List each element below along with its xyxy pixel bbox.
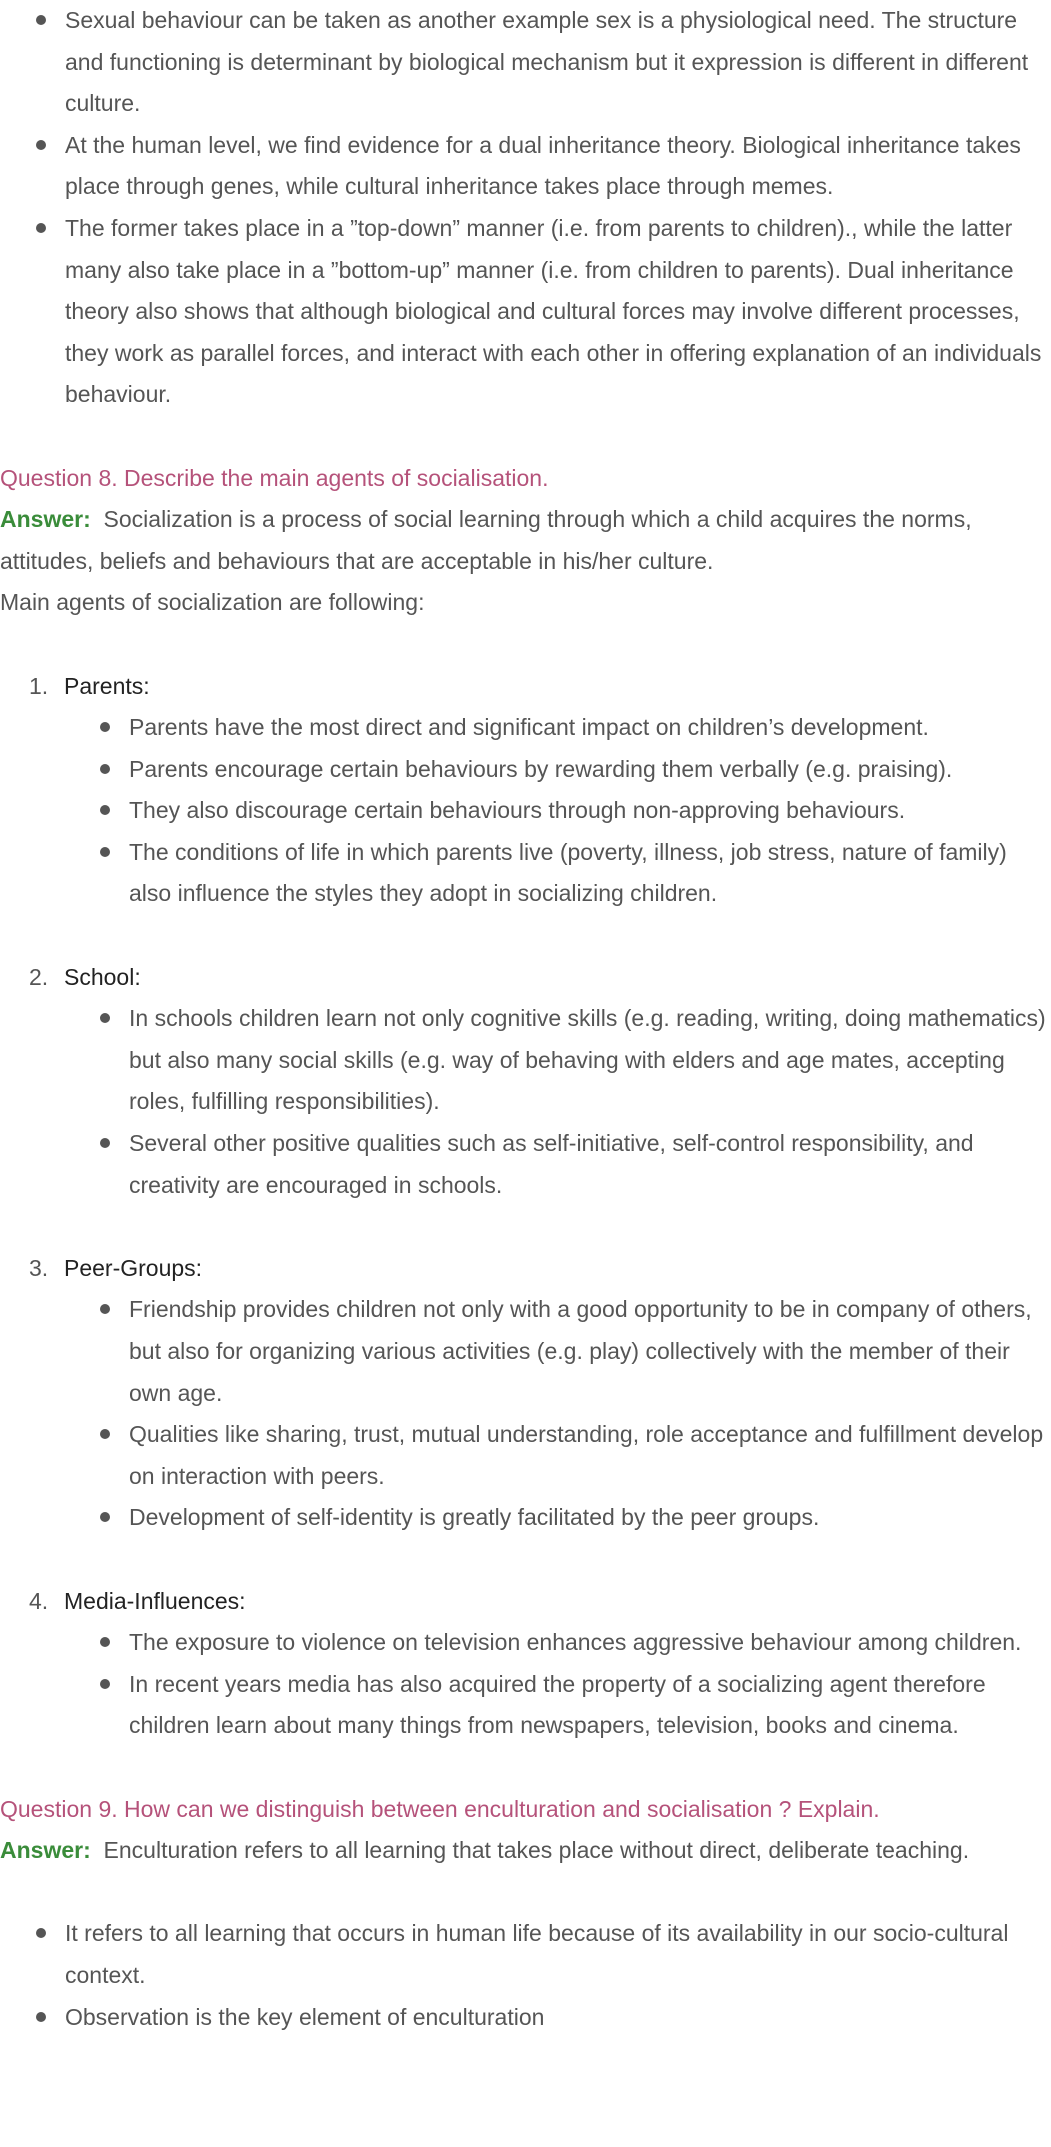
list-item: The exposure to violence on television enhances aggressive behaviour among children. [0,1622,1051,1664]
spacer [0,1539,1051,1581]
agent-heading [0,1248,1051,1290]
agent-points [0,1622,1051,1747]
agent-number: 2. [29,963,49,990]
agent-number: 1. [29,672,49,699]
top-bullet-list [0,0,1051,416]
agent-title: Media-Influences: [64,1587,246,1614]
list-item: Observation is the key element of enculturation [0,1997,1051,2039]
question-heading: Question 8. Describe the main agents of socialisation. [0,464,549,491]
list-item: Parents have the most direct and significant impact on children’s development. [0,707,1051,749]
agent-heading [0,666,1051,708]
list-item: Sexual behaviour can be taken as another example sex is a physiological need. The structure and functioning is determinant by biological mechanism but it expression is different in different culture. [0,0,1051,125]
agent-heading [0,1581,1051,1623]
answer-label: Answer: [0,1837,91,1864]
list-item: It refers to all learning that occurs in human life because of its availability in our socio-cultural context. [0,1913,1051,1996]
list-item: In schools children learn not only cognitive skills (e.g. reading, writing, doing mathematics) but also many social skills (e.g. way of behaving with elders and age mates, accepting roles, fulfilling responsibilities). [0,998,1051,1123]
question-9 [0,1789,1051,2039]
agent-number: 3. [29,1254,49,1281]
agent-points [0,707,1051,915]
agent-heading [0,957,1051,999]
list-item: Several other positive qualities such as self-initiative, self-control responsibility, and creativity are encouraged in schools. [0,1123,1051,1206]
answer-paragraph [0,1830,1051,1872]
agent-title: Peer-Groups: [64,1254,203,1281]
agents-intro: Main agents of socialization are following: [0,589,425,616]
question-heading: Question 9. How can we distinguish between enculturation and socialisation ? Explain. [0,1795,880,1822]
list-item: They also discourage certain behaviours through non-approving behaviours. [0,790,1051,832]
answer-text: Socialization is a process of social learning through which a child acquires the norms, attitudes, beliefs and behaviours that are acceptable in his/her culture. [0,506,972,574]
spacer [0,624,1051,666]
spacer [0,915,1051,957]
answer-paragraph [0,499,1051,582]
agent-media-influences [0,1581,1051,1747]
spacer [0,1872,1051,1914]
answer-points [0,1913,1051,2038]
agent-points [0,1289,1051,1539]
answer-label: Answer: [0,506,91,533]
spacer [0,416,1051,458]
question-8 [0,458,1051,1747]
agent-title: Parents: [64,672,150,699]
agent-parents [0,666,1051,916]
list-item: At the human level, we find evidence for a dual inheritance theory. Biological inheritance takes place through genes, while cultural inheritance takes place through memes. [0,125,1051,208]
agent-school [0,957,1051,1207]
agent-peer-groups [0,1248,1051,1539]
list-item: The conditions of life in which parents live (poverty, illness, job stress, nature of family) also influence the styles they adopt in socializing children. [0,832,1051,915]
list-item: The former takes place in a ”top-down” manner (i.e. from parents to children)., while the latter many also take place in a ”bottom-up” manner (i.e. from children to parents). Dual inheritance theory also shows that although biological and cultural forces may involve different processes, they work as parallel forces, and interact with each other in offering explanation of an individuals behaviour. [0,208,1051,416]
agent-number: 4. [29,1587,49,1614]
list-item: In recent years media has also acquired the property of a socializing agent therefore children learn about many things from newspapers, television, books and cinema. [0,1664,1051,1747]
agent-title: School: [64,963,141,990]
answer-text: Enculturation refers to all learning that takes place without direct, deliberate teaching. [103,1837,970,1864]
agent-points [0,998,1051,1206]
list-item: Friendship provides children not only with a good opportunity to be in company of others, but also for organizing various activities (e.g. play) collectively with the member of their own age. [0,1289,1051,1414]
spacer [0,1747,1051,1789]
list-item: Development of self-identity is greatly facilitated by the peer groups. [0,1497,1051,1539]
spacer [0,1206,1051,1248]
list-item: Qualities like sharing, trust, mutual understanding, role acceptance and fulfillment develop on interaction with peers. [0,1414,1051,1497]
list-item: Parents encourage certain behaviours by rewarding them verbally (e.g. praising). [0,749,1051,791]
